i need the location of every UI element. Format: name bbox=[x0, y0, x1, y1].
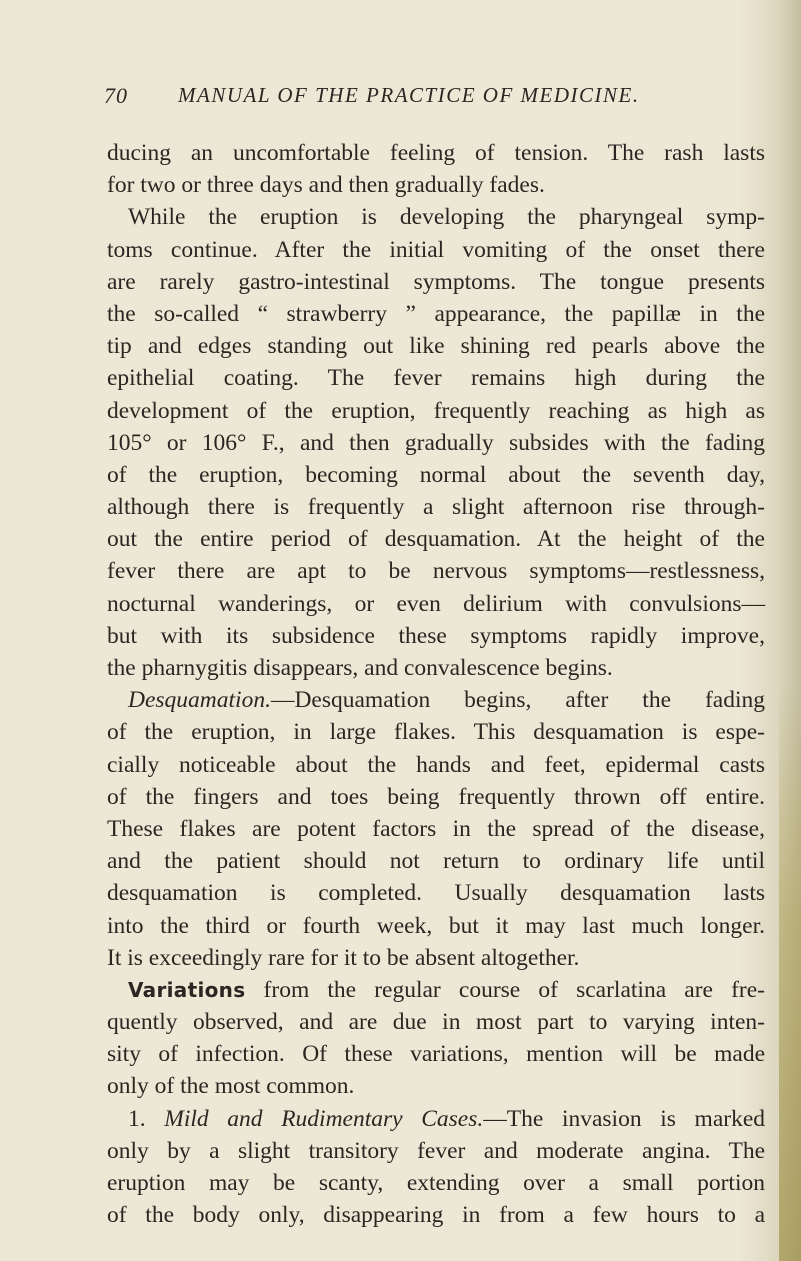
text-line: sity of infection. Of these variations, mention will be made bbox=[107, 1041, 765, 1068]
text-line: These flakes are potent factors in the spread of the disease, bbox=[107, 815, 765, 842]
text-line: 105° or 106° F., and then gradually subsides with the fading bbox=[107, 429, 765, 456]
text-line: quently observed, and are due in most part to varying inten- bbox=[107, 1009, 765, 1036]
text-line: toms continue. After the initial vomiting of the onset there bbox=[107, 236, 765, 263]
mild-cases-number: 1. bbox=[128, 1105, 146, 1132]
running-header bbox=[104, 83, 704, 113]
text-line: out the entire period of desquamation. At the height of the bbox=[107, 526, 765, 553]
text-line: of the fingers and toes being frequently thrown off entire. bbox=[107, 783, 765, 810]
mild-cases-heading: Mild and Rudimentary Cases. bbox=[164, 1105, 484, 1132]
text-line: of the eruption, in large flakes. This desquamation is espe- bbox=[107, 719, 765, 746]
text-line: of the body only, disappearing in from a few hours to a bbox=[107, 1202, 765, 1229]
variations-heading: Variations bbox=[128, 977, 246, 1002]
text-line: only of the most common. bbox=[107, 1073, 355, 1100]
body-text bbox=[107, 137, 765, 1231]
mild-cases-paragraph-start bbox=[107, 1103, 765, 1135]
text-line: tip and edges standing out like shining red pearls above the bbox=[107, 333, 765, 360]
text-line: and the patient should not return to ordinary life until bbox=[107, 848, 765, 875]
text-line: While the eruption is developing the pharyngeal symp- bbox=[128, 204, 765, 231]
running-title: MANUAL OF THE PRACTICE OF MEDICINE. bbox=[178, 83, 640, 107]
text-line: cially noticeable about the hands and feet, epidermal casts bbox=[107, 751, 765, 778]
desquamation-heading: Desquamation. bbox=[128, 687, 271, 714]
text-line: ducing an uncomfortable feeling of tension. The rash lasts bbox=[107, 140, 765, 166]
text-line: but with its subsidence these symptoms rapidly improve, bbox=[107, 622, 765, 649]
text-line: nocturnal wanderings, or even delirium with convulsions— bbox=[107, 590, 765, 617]
text-line: epithelial coating. The fever remains high during the bbox=[107, 365, 765, 392]
page-edge-stain bbox=[779, 680, 801, 1261]
text-line: into the third or fourth week, but it may last much longer. bbox=[107, 912, 765, 939]
text-line: eruption may be scanty, extending over a small portion bbox=[107, 1170, 765, 1196]
variations-first-line: from the regular course of scarlatina are fre- bbox=[245, 976, 765, 1003]
variations-paragraph-start bbox=[107, 974, 765, 1006]
text-line: are rarely gastro-intestinal symptoms. The tongue presents bbox=[107, 268, 765, 295]
text-line: for two or three days and then gradually fades. bbox=[107, 172, 545, 199]
mild-cases-first-line: —The invasion is marked bbox=[483, 1105, 766, 1132]
text-line: desquamation is completed. Usually desquamation lasts bbox=[107, 880, 765, 907]
desquamation-paragraph-start bbox=[107, 684, 765, 716]
desquamation-first-line: —Desquamation begins, after the fading bbox=[270, 687, 765, 714]
text-line: development of the eruption, frequently reaching as high as bbox=[107, 397, 765, 424]
text-line: It is exceedingly rare for it to be absent altogether. bbox=[107, 944, 580, 971]
text-line: the so-called “ strawberry ” appearance, the papillæ in the bbox=[107, 300, 765, 327]
text-line: only by a slight transitory fever and moderate angina. The bbox=[107, 1137, 765, 1164]
text-line: fever there are apt to be nervous symptoms—restlessness, bbox=[107, 558, 765, 585]
page-number: 70 bbox=[104, 83, 128, 108]
text-line: although there is frequently a slight afternoon rise through- bbox=[107, 494, 765, 521]
text-line: the pharnygitis disappears, and convalescence begins. bbox=[107, 655, 613, 681]
text-line: of the eruption, becoming normal about the seventh day, bbox=[107, 461, 765, 488]
